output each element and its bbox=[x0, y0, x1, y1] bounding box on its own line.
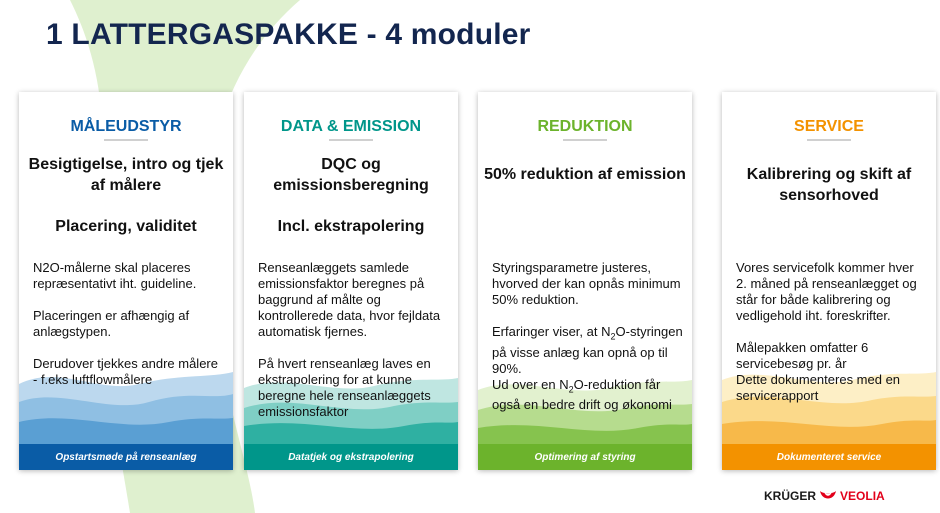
card-subheading: Besigtigelse, intro og tjek af målere bbox=[28, 156, 224, 194]
card-footer: Opstartsmøde på renseanlæg bbox=[19, 444, 233, 470]
module-card-maaleudstyr bbox=[19, 92, 233, 470]
card-footer: Datatjek og ekstrapolering bbox=[244, 444, 458, 470]
card-paragraph: Placeringen er afhængig af anlægstypen. bbox=[33, 308, 190, 339]
card-paragraph: Dette dokumenteres med en servicerapport bbox=[736, 372, 901, 403]
module-card-service bbox=[722, 92, 936, 470]
kruger-veolia-logo bbox=[764, 488, 885, 504]
card-paragraph bbox=[492, 324, 684, 377]
card-heading: DATA & EMISSION bbox=[244, 118, 458, 141]
card-subheading: 50% reduktion af emission bbox=[484, 166, 686, 183]
card-body bbox=[33, 260, 225, 404]
card-paragraph: Derudover tjekkes andre målere - f.eks luftflowmålere bbox=[33, 356, 218, 387]
card-body bbox=[736, 260, 928, 420]
card-paragraph: Vores servicefolk kommer hver 2. måned på renseanlægget og står for både kalibrering og vedligehold iht. foreskrifter. bbox=[736, 260, 917, 323]
text-span: O-reduktion får også en bedre drift og økonomi bbox=[492, 376, 672, 413]
text-span: Erfaringer viser, at N bbox=[492, 324, 611, 339]
card-footer: Dokumenteret service bbox=[722, 444, 936, 470]
card-footer: Optimering af styring bbox=[478, 444, 692, 470]
card-body bbox=[258, 260, 450, 436]
card-subheading-2: Placering, validitet bbox=[55, 218, 197, 235]
card-paragraph: N2O-målerne skal placeres repræsentativt iht. guideline. bbox=[33, 260, 197, 291]
logo-text-kruger: KRÜGER bbox=[764, 489, 817, 503]
module-card-reduktion bbox=[478, 92, 692, 470]
text-span: O-styringen på visse anlæg kan opnå op til 90%. bbox=[492, 324, 683, 376]
card-subheading: Kalibrering og skift af sensorhoved bbox=[746, 166, 912, 204]
veolia-emblem-icon bbox=[819, 488, 837, 504]
subscript: 2 bbox=[610, 331, 616, 342]
card-heading: SERVICE bbox=[722, 118, 936, 141]
card-paragraph: Styringsparametre justeres, hvorved der kan opnås minimum 50% reduktion. bbox=[492, 260, 681, 307]
subscript: 2 bbox=[568, 384, 574, 395]
text-span: Ud over en N bbox=[492, 376, 569, 392]
slide-title: 1 LATTERGASPAKKE - 4 moduler bbox=[46, 18, 531, 51]
module-card-data-emission bbox=[244, 92, 458, 470]
card-paragraph bbox=[492, 377, 684, 414]
card-heading: REDUKTION bbox=[478, 118, 692, 141]
card-paragraph: Renseanlæggets samlede emissionsfaktor beregnes på baggrund af målte og kontrollerede data, hvor fejldata automatisk fjernes. bbox=[258, 260, 441, 339]
card-paragraph: Målepakken omfatter 6 servicebesøg pr. år bbox=[736, 340, 869, 371]
card-heading: MÅLEUDSTYR bbox=[19, 118, 233, 141]
card-paragraph: På hvert renseanlæg laves en ekstrapolering for at kunne beregne hele renseanlæggets emissionsfaktor bbox=[258, 356, 431, 419]
card-subheading: DQC og emissionsberegning bbox=[273, 156, 429, 194]
logo-text-veolia: VEOLIA bbox=[840, 489, 885, 503]
card-body bbox=[492, 260, 684, 429]
card-subheading-2: Incl. ekstrapolering bbox=[277, 218, 425, 235]
